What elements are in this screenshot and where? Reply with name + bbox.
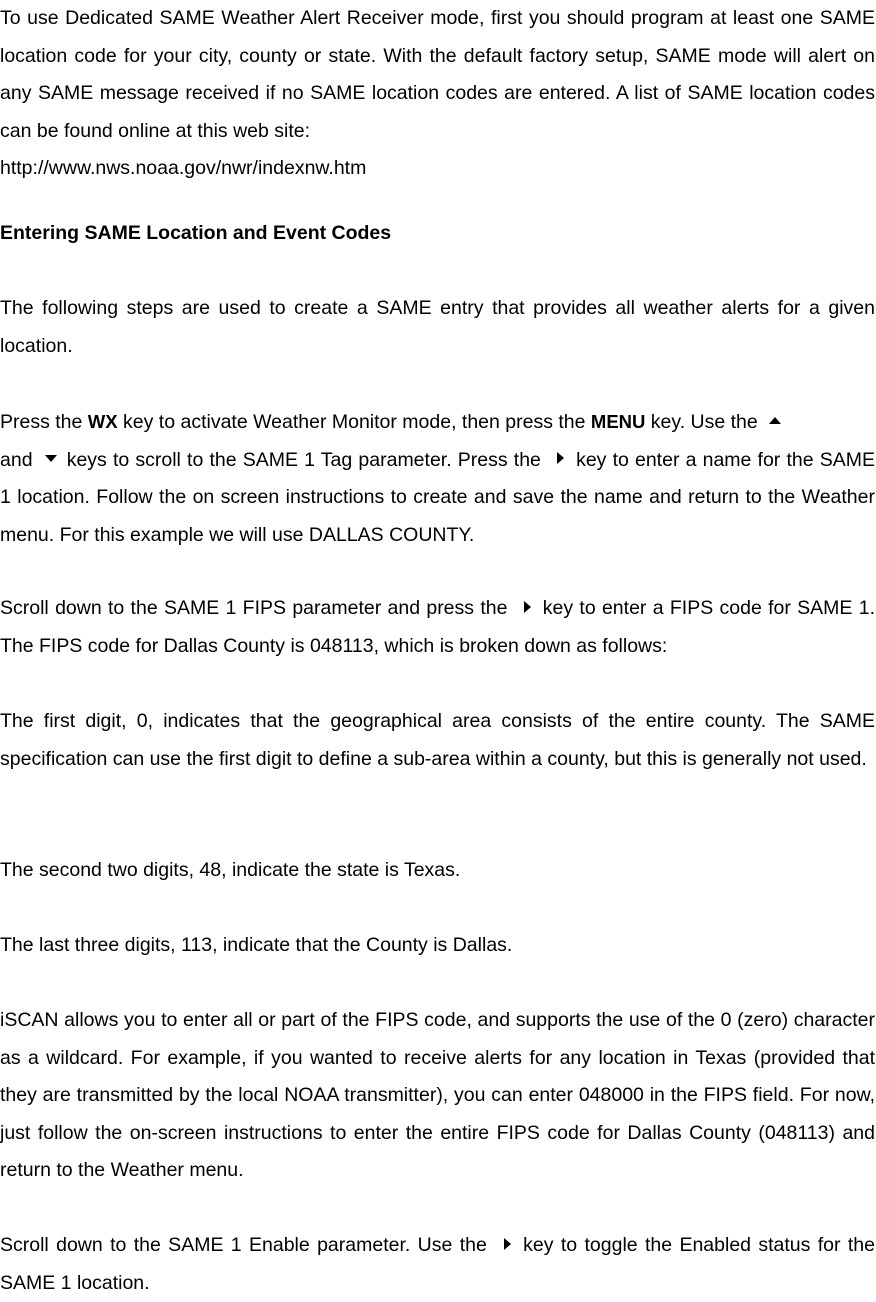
right-arrow-icon <box>524 601 531 613</box>
fips-text-1: Scroll down to the SAME 1 FIPS parameter and press the <box>0 597 514 619</box>
last-digits-paragraph: The last three digits, 113, indicate that the County is Dallas. <box>0 934 513 956</box>
fips-paragraph <box>0 590 875 665</box>
right-arrow-icon <box>504 1238 511 1250</box>
press-keys-paragraph <box>0 403 875 554</box>
press-text-6: key to enter a name for the SAME 1 location. Follow the on screen instructions to create and save the name and return to the Weather menu. For this example we will use DALLAS COUNTY. <box>0 448 875 546</box>
down-arrow-icon <box>45 455 57 462</box>
press-text-3: key. Use the <box>645 411 764 433</box>
enable-text-2: key to toggle the Enabled status for the SAME 1 location. <box>0 1234 875 1294</box>
iscan-paragraph: iSCAN allows you to enter all or part of the FIPS code, and supports the use of the 0 (zero) character as a wildcard. For example, if you wanted to receive alerts for any location in Texas (provided that they are transmitted by the local NOAA transmitter), you can enter 048000 in the FIPS field. For now, just follow the on-screen instructions to enter the entire FIPS code for Dallas County (048113) and return to the Weather menu. <box>0 1009 875 1181</box>
steps-intro-paragraph: The following steps are used to create a SAME entry that provides all weather alerts for a given location. <box>0 297 875 357</box>
press-text-4: and <box>0 448 39 471</box>
first-digit-paragraph: The first digit, 0, indicates that the geographical area consists of the entire county. The SAME specification can use the first digit to define a sub-area within a county, but this is generally not used. <box>0 710 875 770</box>
second-digits-paragraph: The second two digits, 48, indicate the state is Texas. <box>0 859 461 881</box>
noaa-url[interactable]: http://www.nws.noaa.gov/nwr/indexnw.htm <box>0 157 367 179</box>
up-arrow-icon <box>769 417 781 424</box>
press-text-5: keys to scroll to the SAME 1 Tag parameter. Press the <box>66 448 548 471</box>
enable-text-1: Scroll down to the SAME 1 Enable parameter. Use the <box>0 1234 495 1256</box>
wx-key-label: WX <box>87 411 118 432</box>
intro-paragraph <box>0 0 875 188</box>
menu-key-label: MENU <box>590 411 646 432</box>
right-arrow-icon <box>557 452 564 464</box>
fips-text-2: key to enter a FIPS code for SAME 1. The FIPS code for Dallas County is 048113, which is broken down as follows: <box>0 597 875 657</box>
section-heading: Entering SAME Location and Event Codes <box>0 222 392 244</box>
press-text-2: key to activate Weather Monitor mode, then press the <box>117 411 591 433</box>
press-text-1: Press the <box>0 411 88 433</box>
intro-text: To use Dedicated SAME Weather Alert Receiver mode, first you should program at least one SAME location code for your city, county or state. With the default factory setup, SAME mode will alert on any SAME message received if no SAME location codes are entered. A list of SAME location codes can be found online at this web site: <box>0 7 875 142</box>
